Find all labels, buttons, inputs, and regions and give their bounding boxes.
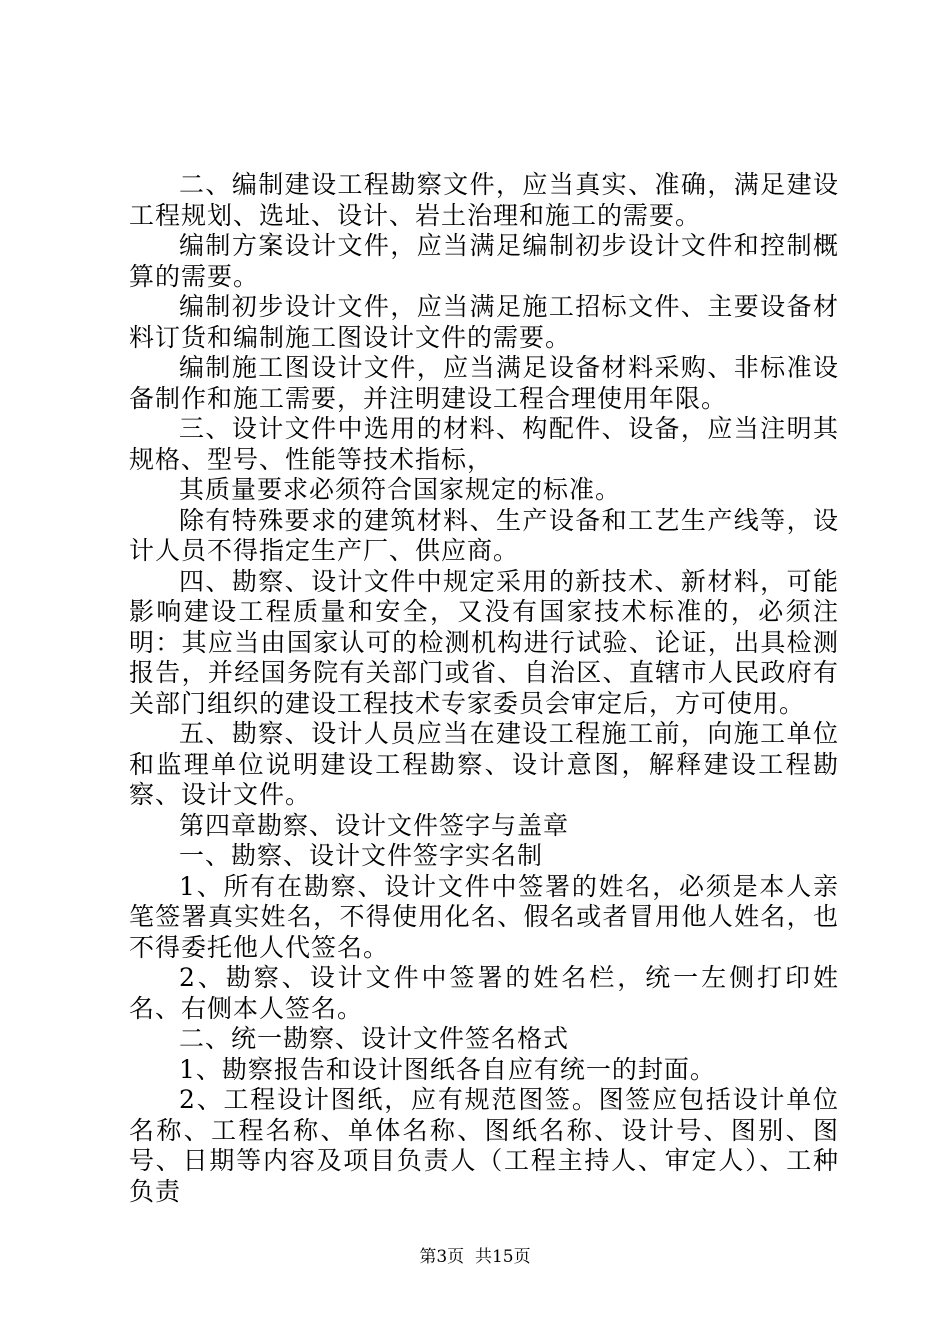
section-heading-2: 二、统一勘察、设计文件签名格式 <box>179 1024 570 1053</box>
paragraph-13: 2、勘察、设计文件中签署的姓名栏，统一左侧打印姓名、右侧本人签名。 <box>129 963 839 1023</box>
paragraph-2: 编制方案设计文件，应当满足编制初步设计文件和控制概算的需要。 <box>129 231 839 291</box>
section-heading-1: 一、勘察、设计文件签字实名制 <box>179 841 544 870</box>
paragraph-15: 1、勘察报告和设计图纸各自应有统一的封面。 <box>179 1054 716 1084</box>
document-body <box>129 170 839 1207</box>
paragraph-8: 四、勘察、设计文件中规定采用的新技术、新材料，可能影响建设工程质量和安全，又没有国家技术标准的，必须注明：其应当由国家认可的检测机构进行试验、论证，出具检测报告，并经国务院有关部门或省、自治区、直辖市人民政府有关部门组织的建设工程技术专家委员会审定后，方可使用。 <box>129 566 839 718</box>
chapter-heading: 第四章勘察、设计文件签字与盖章 <box>179 810 570 840</box>
paragraph-6: 其质量要求必须符合国家规定的标准。 <box>179 475 622 504</box>
paragraph-9: 五、勘察、设计人员应当在建设工程施工前，向施工单位和监理单位说明建设工程勘察、设计意图，解释建设工程勘察、设计文件。 <box>129 719 839 809</box>
paragraph-16: 2、工程设计图纸，应有规范图签。图签应包括设计单位名称、工程名称、单体名称、图纸名称、设计号、图别、图号、日期等内容及项目负责人（工程主持人、审定人）、工种负责 <box>129 1085 839 1206</box>
paragraph-5: 三、设计文件中选用的材料、构配件、设备，应当注明其规格、型号、性能等技术指标， <box>129 414 839 474</box>
page-number: 第3页 共15页 <box>419 1247 531 1267</box>
paragraph-1: 二、编制建设工程勘察文件，应当真实、准确，满足建设工程规划、选址、设计、岩土治理和施工的需要。 <box>129 170 839 230</box>
page-footer <box>0 1246 950 1268</box>
paragraph-4: 编制施工图设计文件，应当满足设备材料采购、非标准设备制作和施工需要，并注明建设工程合理使用年限。 <box>129 353 839 413</box>
paragraph-3: 编制初步设计文件，应当满足施工招标文件、主要设备材料订货和编制施工图设计文件的需要。 <box>129 292 839 352</box>
paragraph-7: 除有特殊要求的建筑材料、生产设备和工艺生产线等，设计人员不得指定生产厂、供应商。 <box>129 505 839 565</box>
paragraph-12: 1、所有在勘察、设计文件中签署的姓名，必须是本人亲笔签署真实姓名，不得使用化名、假名或者冒用他人姓名，也不得委托他人代签名。 <box>129 871 839 962</box>
